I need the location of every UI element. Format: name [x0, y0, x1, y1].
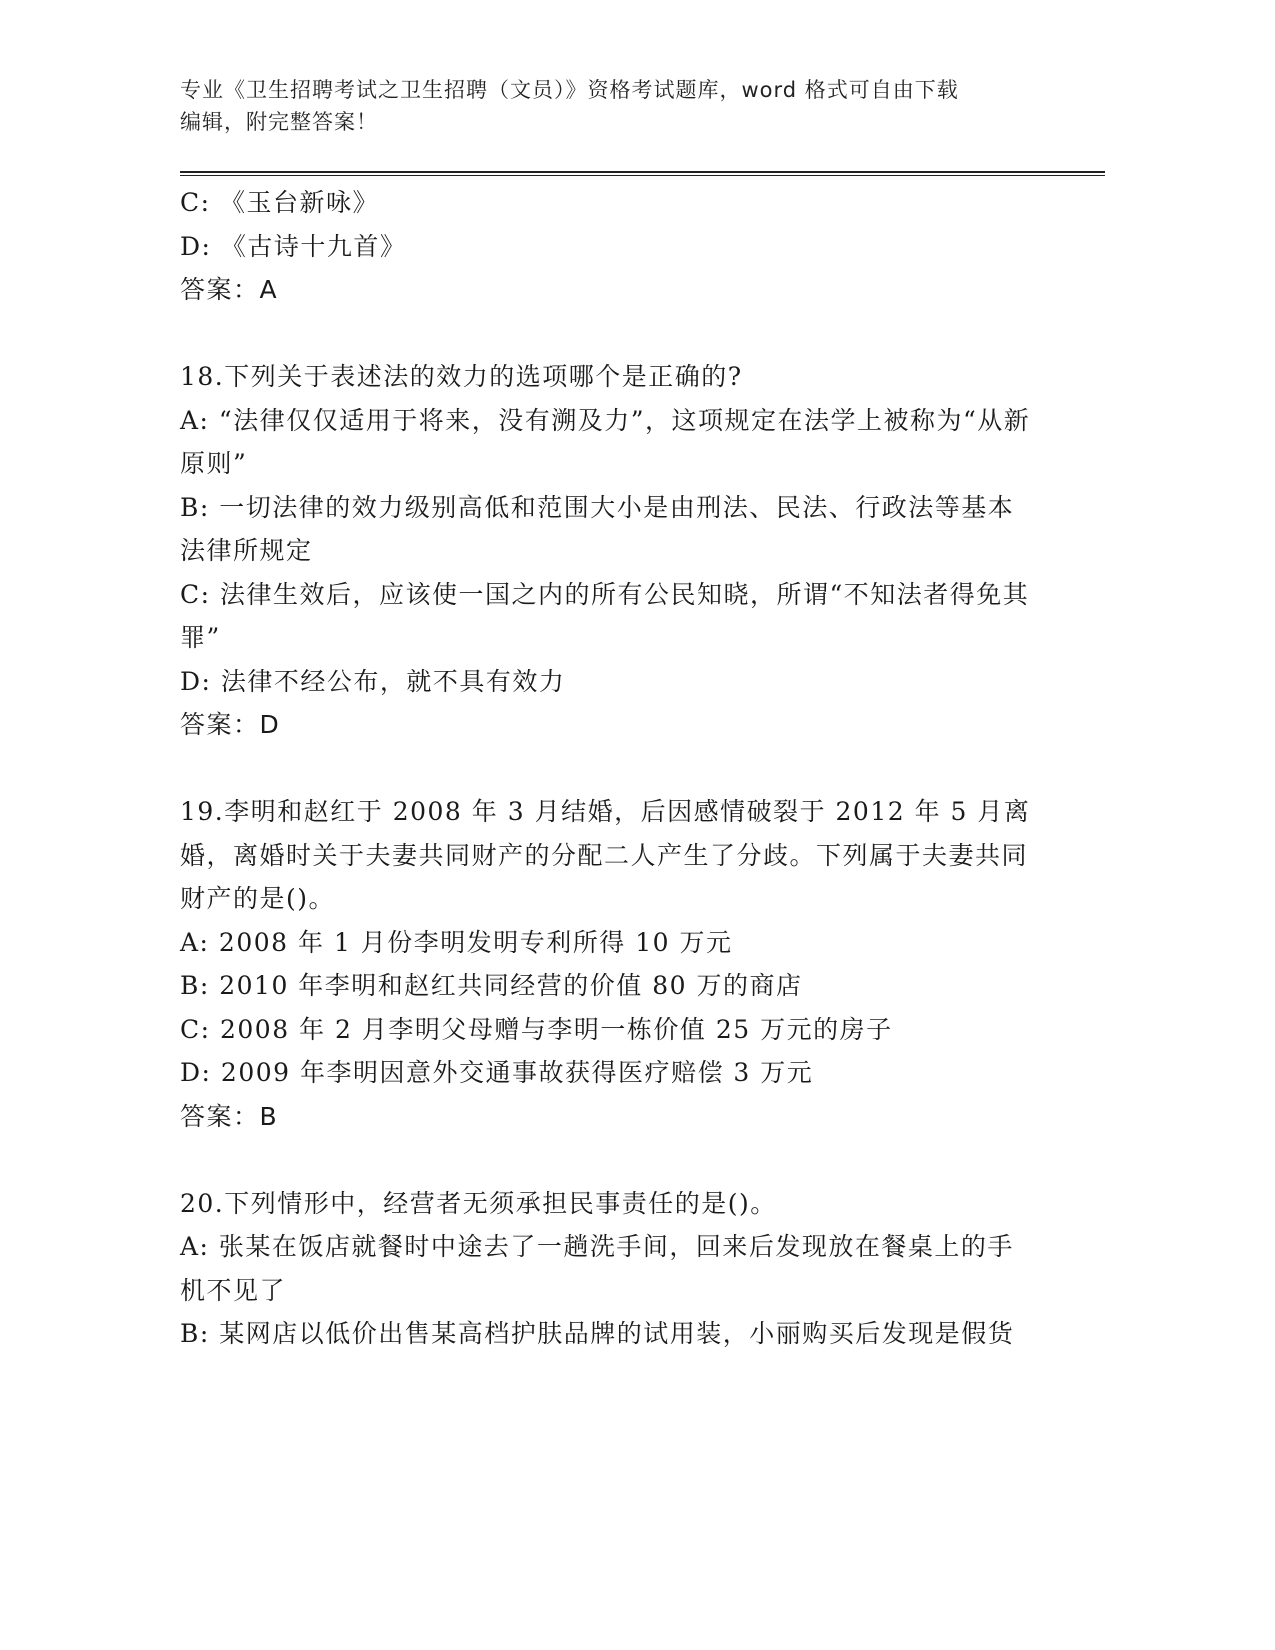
option-b: B: 一切法律的效力级别高低和范围大小是由刑法、民法、行政法等基本法律所规定 [180, 492, 1015, 565]
option-c: C: 《玉台新咏》 [180, 188, 379, 217]
header-line-1: 专业《卫生招聘考试之卫生招聘（文员）》资格考试题库，word 格式可自由下载 [180, 78, 959, 102]
option-d: D: 《古诗十九首》 [180, 231, 407, 261]
spacer [180, 1138, 1040, 1182]
option-a: A: 2008 年 1 月份李明发明专利所得 10 万元 [180, 927, 733, 957]
option-c: C: 2008 年 2 月李明父母赠与李明一栋价值 25 万元的房子 [180, 1014, 893, 1044]
question-stem: 20.下列情形中，经营者无须承担民事责任的是()。 [180, 1188, 777, 1218]
answer-line: 答案：B [180, 1101, 279, 1131]
option-b: B: 2010 年李明和赵红共同经营的价值 80 万的商店 [180, 971, 803, 1000]
header-line-2: 编辑，附完整答案！ [180, 110, 378, 134]
question-stem: 19.李明和赵红于 2008 年 3 月结婚，后因感情破裂于 2012 年 5 月离婚，离婚时关于夫妻共同财产的分配二人产生了分歧。下列属于夫妻共同财产的是()。 [180, 797, 1031, 913]
spacer [180, 747, 1040, 791]
option-c: C: 法律生效后，应该使一国之内的所有公民知晓，所谓“不知法者得免其罪” [180, 579, 1030, 652]
option-b: B: 某网店以低价出售某高档护肤品牌的试用装，小丽购买后发现是假货 [180, 1319, 1015, 1348]
question-17-tail [180, 181, 1040, 312]
option-d: D: 法律不经公布，就不具有效力 [180, 666, 566, 696]
option-a: A: “法律仅仅适用于将来，没有溯及力”，这项规定在法学上被称为“从新原则” [180, 405, 1031, 478]
question-stem: 18.下列关于表述法的效力的选项哪个是正确的? [180, 362, 743, 391]
question-content [180, 181, 1040, 1356]
page-header [180, 74, 1040, 138]
answer-line: 答案：A [180, 275, 279, 304]
question-19 [180, 790, 1040, 1138]
spacer [180, 312, 1040, 356]
question-20 [180, 1182, 1040, 1356]
option-a: A: 张某在饭店就餐时中途去了一趟洗手间，回来后发现放在餐桌上的手机不见了 [180, 1232, 1014, 1305]
header-divider-thin [180, 175, 1105, 176]
header-divider-thick [180, 171, 1105, 173]
answer-line: 答案：D [180, 710, 281, 739]
option-d: D: 2009 年李明因意外交通事故获得医疗赔偿 3 万元 [180, 1058, 814, 1087]
question-18 [180, 355, 1040, 747]
